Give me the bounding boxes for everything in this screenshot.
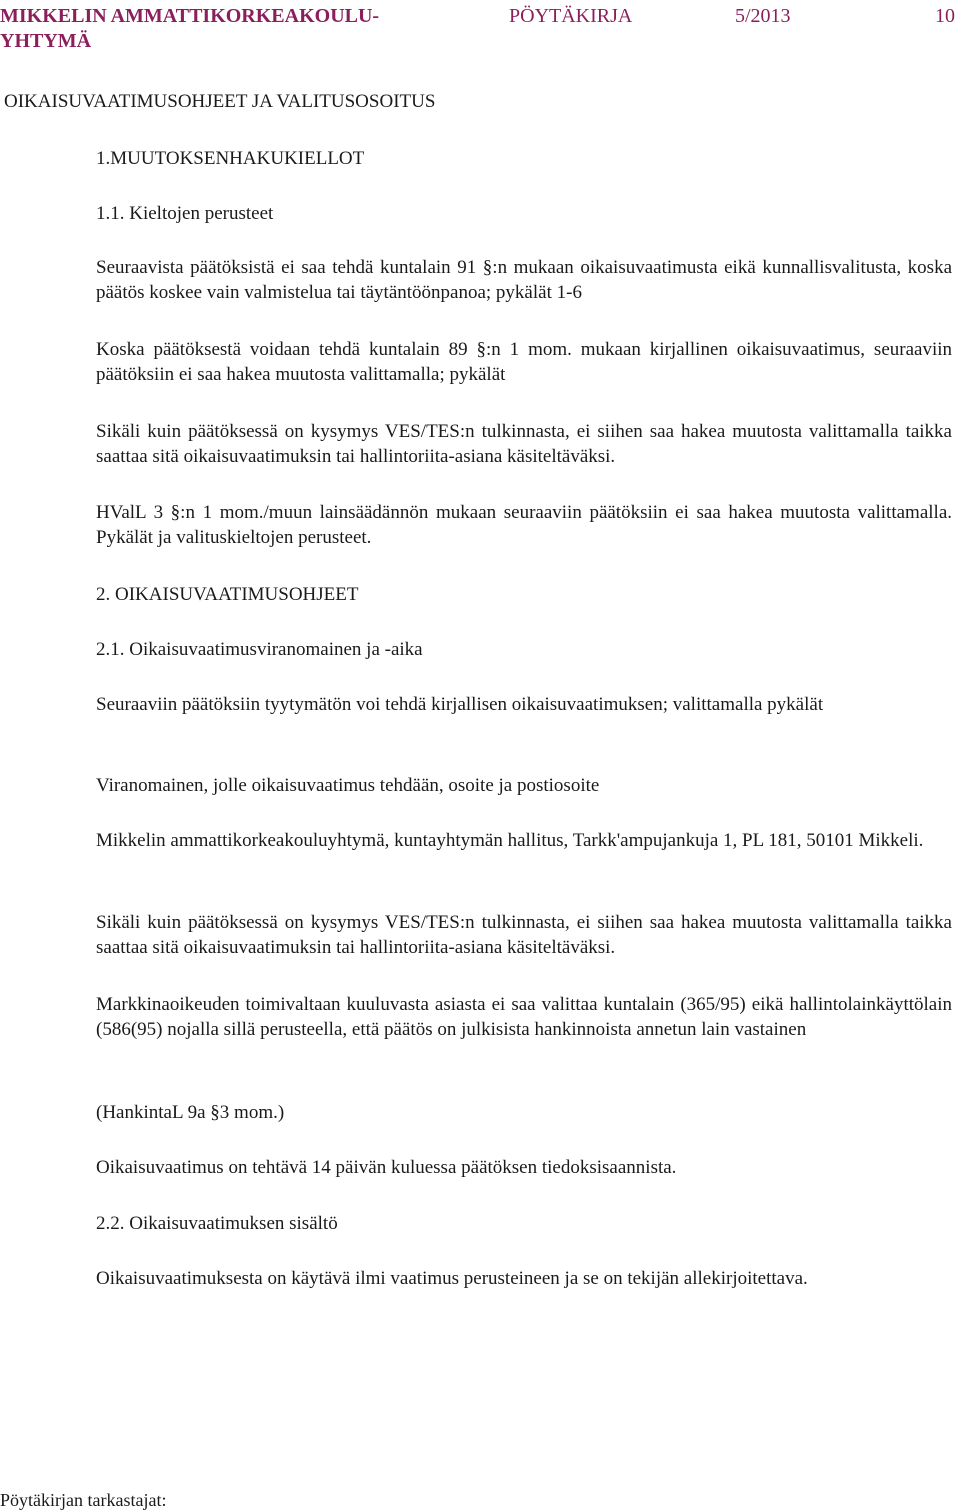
- paragraph: Sikäli kuin päätöksessä on kysymys VES/TES:n tulkinnasta, ei siihen saa hakea muutosta valittamalla taikka saattaa sitä oikaisuvaatimuksin tai hallintoriita-asiana käsiteltäväksi.: [96, 421, 952, 467]
- paragraph: Oikaisuvaatimuksesta on käytävä ilmi vaatimus perusteineen ja se on tekijän allekirjoitettava.: [96, 1268, 808, 1289]
- organization-name: MIKKELIN AMMATTIKORKEAKOULU- YHTYMÄ: [0, 5, 380, 52]
- subsection-heading-1-1: 1.1. Kieltojen perusteet: [96, 203, 274, 224]
- paragraph: Seuraavista päätöksistä ei saa tehdä kuntalain 91 §:n mukaan oikaisuvaatimusta eikä kunnallisvalitusta, koska päätös koskee vain valmistelua tai täytäntöönpanoa; pykälät 1-6: [96, 257, 952, 303]
- subsection-heading-2-1: 2.1. Oikaisuvaatimusviranomainen ja -aika: [96, 639, 423, 660]
- subsection-heading-2-2: 2.2. Oikaisuvaatimuksen sisältö: [96, 1213, 338, 1234]
- paragraph: Koska päätöksestä voidaan tehdä kuntalain 89 §:n 1 mom. mukaan kirjallinen oikaisuvaatimus, seuraaviin päätöksiin ei saa hakea muutosta valittamalla; pykälät: [96, 339, 952, 385]
- paragraph: Sikäli kuin päätöksessä on kysymys VES/TES:n tulkinnasta, ei siihen saa hakea muutosta valittamalla taikka saattaa sitä oikaisuvaatimuksin tai hallintoriita-asiana käsiteltäväksi.: [96, 912, 952, 958]
- paragraph: HValL 3 §:n 1 mom./muun lainsäädännön mukaan seuraaviin päätöksiin ei saa hakea muutosta valittamalla. Pykälät ja valituskieltojen perusteet.: [96, 502, 952, 548]
- footer-label: Pöytäkirjan tarkastajat:: [0, 1490, 167, 1510]
- page-number: 10: [935, 5, 955, 27]
- section-heading-2: 2. OIKAISUVAATIMUSOHJEET: [96, 584, 359, 605]
- page-title: OIKAISUVAATIMUSOHJEET JA VALITUSOSOITUS: [4, 91, 436, 112]
- section-heading-1: 1.MUUTOKSENHAKUKIELLOT: [96, 148, 365, 169]
- paragraph: (HankintaL 9a §3 mom.): [96, 1102, 285, 1123]
- document-type: PÖYTÄKIRJA: [509, 5, 633, 27]
- paragraph: Mikkelin ammattikorkeakouluyhtymä, kuntayhtymän hallitus, Tarkk'ampujankuja 1, PL 181, 50101 Mikkeli.: [96, 830, 924, 851]
- paragraph: Oikaisuvaatimus on tehtävä 14 päivän kuluessa päätöksen tiedoksisaannista.: [96, 1157, 677, 1178]
- paragraph: Viranomainen, jolle oikaisuvaatimus tehdään, osoite ja postiosoite: [96, 775, 600, 796]
- paragraph: Seuraaviin päätöksiin tyytymätön voi tehdä kirjallisen oikaisuvaatimuksen; valittamalla pykälät: [96, 694, 824, 715]
- paragraph: Markkinaoikeuden toimivaltaan kuuluvasta asiasta ei saa valittaa kuntalain (365/95) eikä hallintolainkäyttölain (586(95) nojalla sillä perusteella, että päätös on julkisista hankinnoista annetun lain vastainen: [96, 994, 952, 1040]
- document-number: 5/2013: [735, 5, 791, 27]
